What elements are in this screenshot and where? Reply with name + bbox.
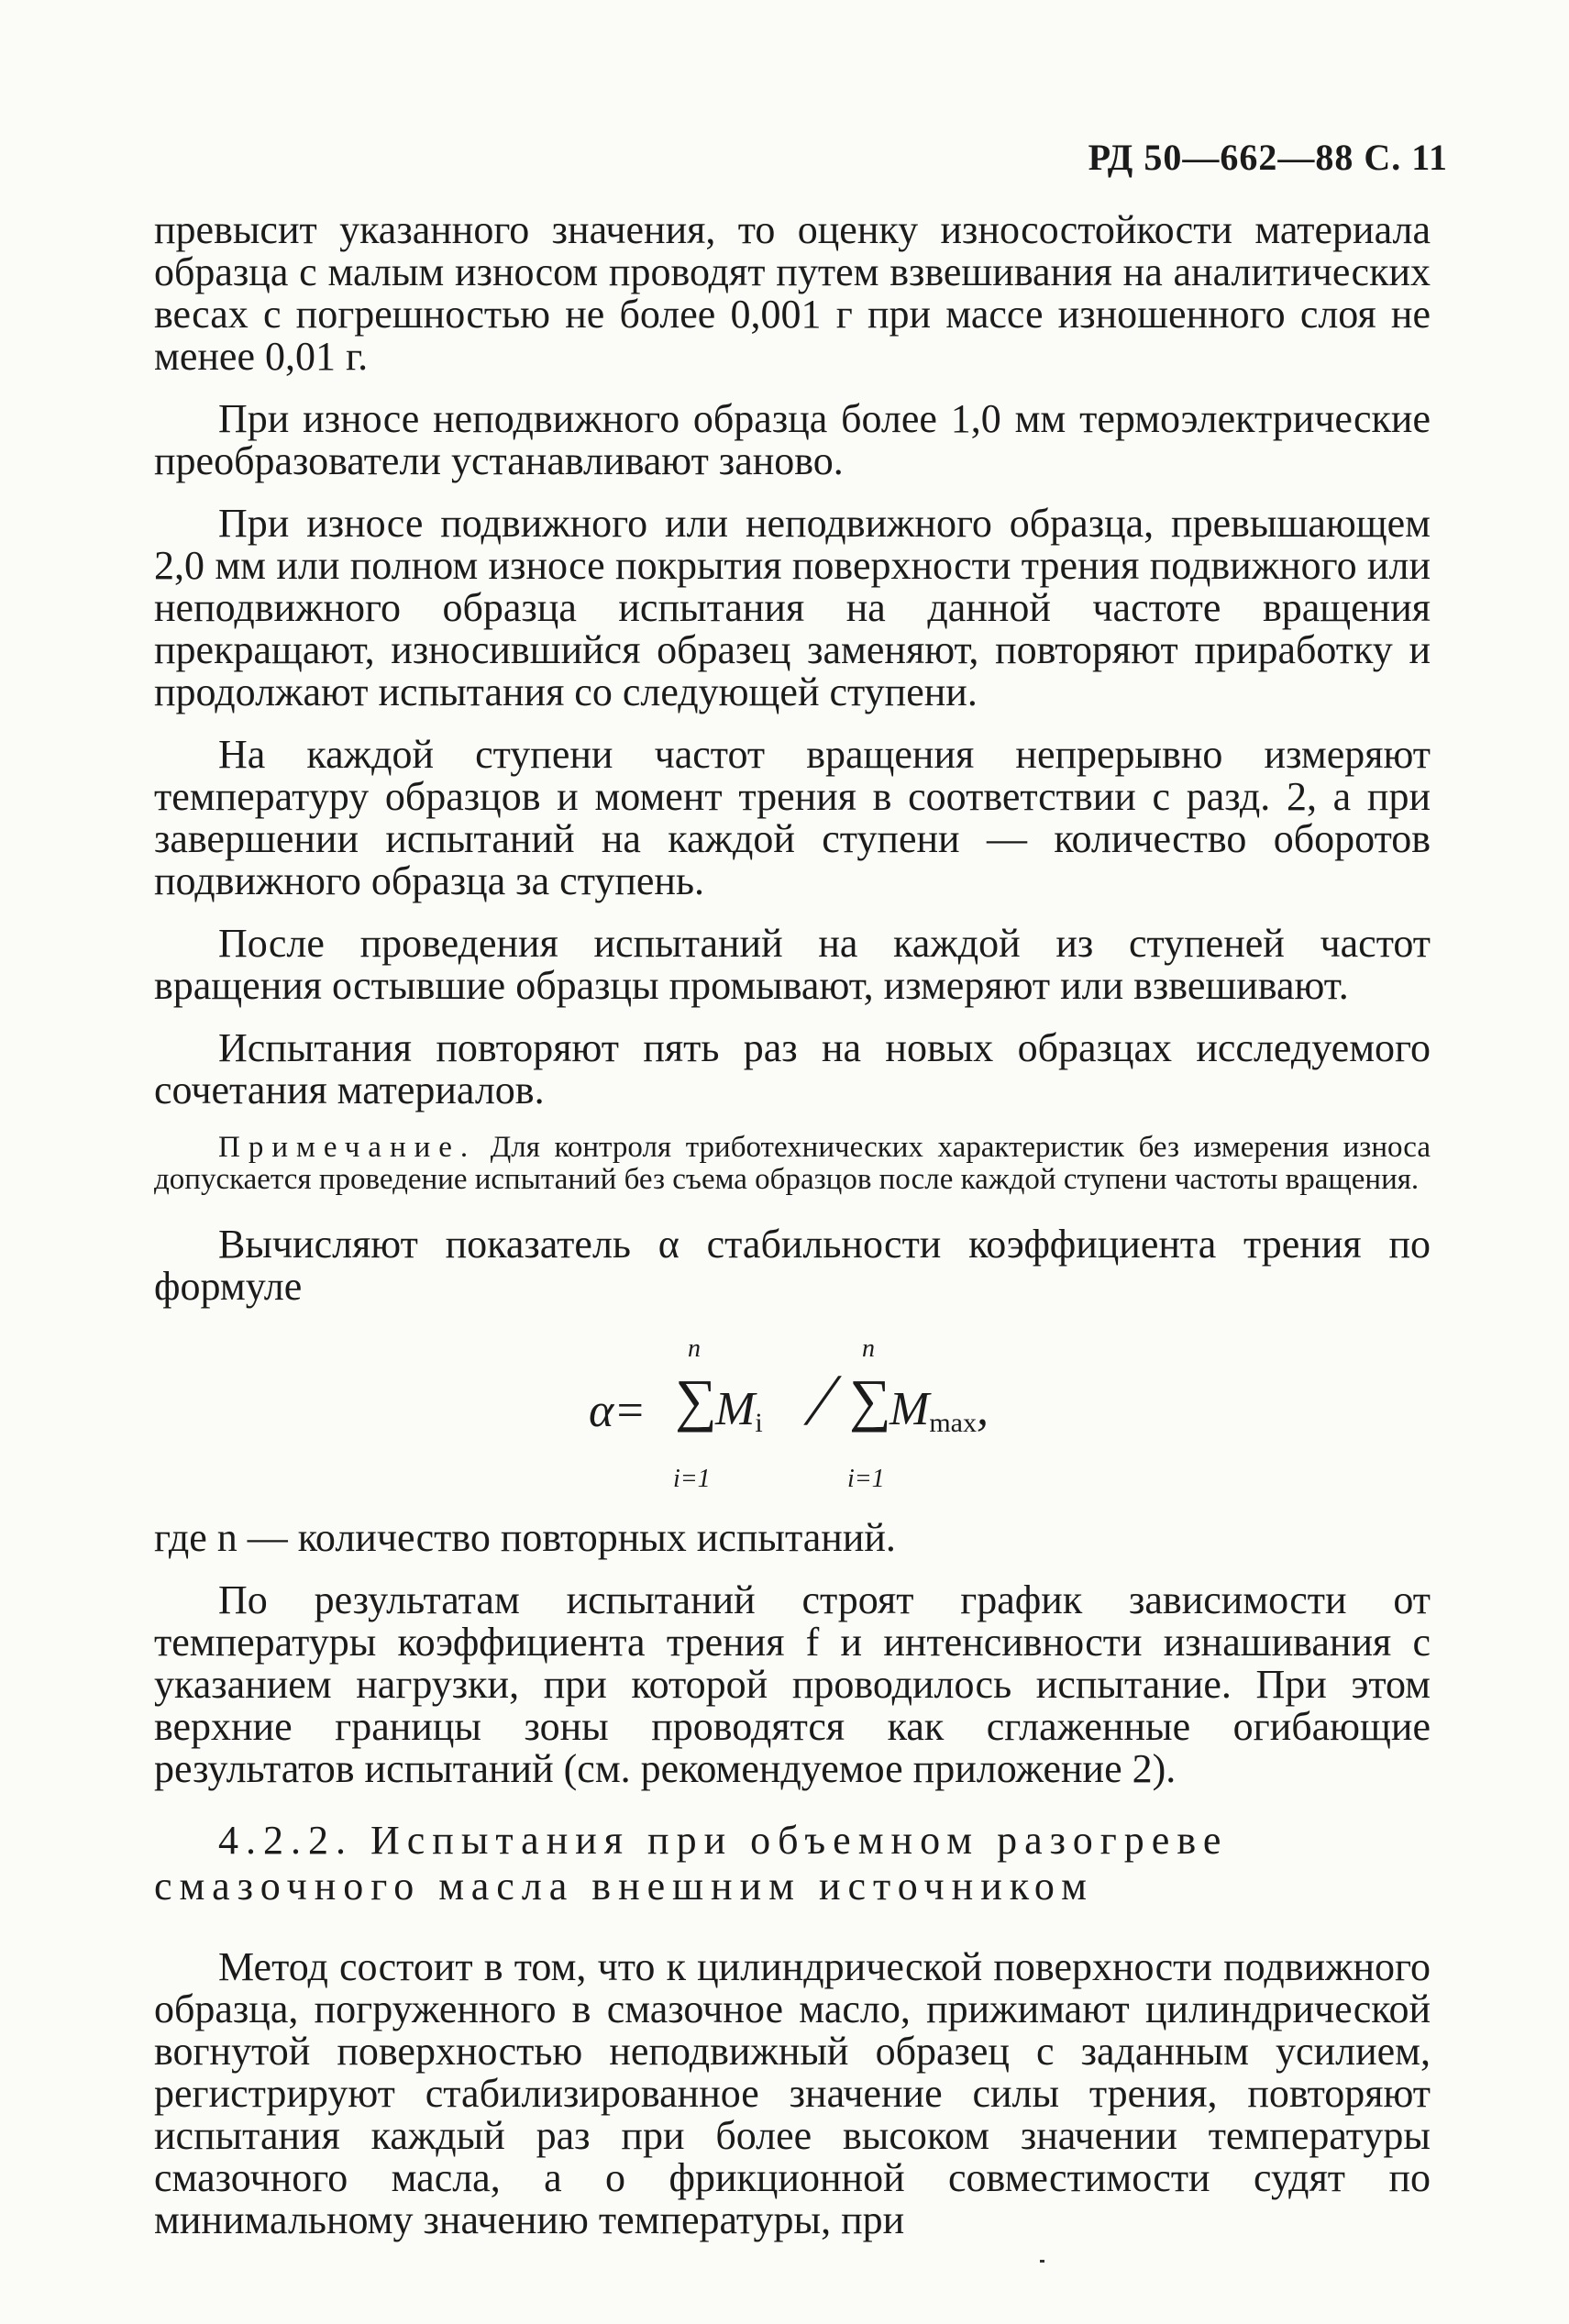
formula-term-2-sub: max: [929, 1408, 977, 1438]
formula-divider: /: [797, 1360, 848, 1441]
formula-lower-limit-2: i=1: [847, 1465, 885, 1493]
formula-term-2-symbol: M: [889, 1383, 930, 1435]
formula-upper-limit-1: n: [688, 1334, 701, 1363]
formula-sum-1: ∑: [675, 1367, 717, 1433]
formula-lhs: α=: [589, 1385, 646, 1437]
formula-term-1-sub: i: [755, 1408, 763, 1438]
paragraph-4: На каждой ступени частот вращения непрерывно измеряют температуру образцов и момент трения в соответствии с разд. 2, а при завершении испытаний на каждой ступени — количество оборотов подвижного образца за ступень.: [154, 732, 1431, 903]
formula-sum-2: ∑: [849, 1367, 891, 1433]
paragraph-10: Метод состоит в том, что к цилиндрической поверхности подвижного образца, погруженного в смазочное масло, прижимают цилиндрической вогнутой поверхностью неподвижный образец с заданным усилием, регистрируют стабилизированное значение силы трения, повторяют испытания каждый раз при более высоком значении температуры смазочного масла, а о фрикционной совместимости судят по минимальному значению температуры, при: [154, 1944, 1431, 2242]
paragraph-2: При износе неподвижного образца более 1,0 мм термоэлектрические преобразователи устанавливают заново.: [154, 396, 1431, 483]
formula-term-1: [715, 1383, 763, 1444]
formula-trailing-comma: ,: [976, 1383, 989, 1435]
note-block: [154, 1132, 1431, 1196]
running-head: РД 50—662—88 С. 11: [1088, 137, 1448, 178]
page-body: [154, 209, 1431, 2262]
section-heading: [154, 1818, 1431, 1909]
paragraph-8: где n — количество повторных испытаний.: [154, 1515, 896, 1560]
paragraph-7: Вычисляют показатель α стабильности коэффициента трения по формуле: [154, 1222, 1431, 1309]
section-number: 4.2.2.: [218, 1818, 353, 1863]
print-speck: [1040, 2260, 1044, 2263]
alpha-formula: [154, 1328, 1431, 1502]
paragraph-1: превысит указанного значения, то оценку износостойкости материала образца с малым износом проводят путем взвешивания на аналитических весах с погрешностью не более 0,001 г при массе изношенного слоя не менее 0,01 г.: [154, 207, 1431, 379]
formula-term-2: [889, 1383, 989, 1444]
formula-lower-limit-1: i=1: [673, 1465, 711, 1493]
formula-term-1-symbol: M: [715, 1383, 756, 1435]
paragraph-9: По результатам испытаний строят график зависимости от температуры коэффициента трения f и интенсивности изнашивания с указанием нагрузки, при которой проводилось испытание. При этом верхние границы зоны проводятся как сглаженные огибающие результатов испытаний (см. рекомендуемое приложение 2).: [154, 1577, 1431, 1791]
paragraph-6: Испытания повторяют пять раз на новых образцах исследуемого сочетания материалов.: [154, 1025, 1431, 1112]
paragraph-5: После проведения испытаний на каждой из ступеней частот вращения остывшие образцы промывают, измеряют или взвешивают.: [154, 921, 1431, 1008]
section-title: Испытания при объемном разогреве смазочного масла внешним источником: [154, 1818, 1229, 1909]
paragraph-3: При износе подвижного или неподвижного образца, превышающем 2,0 мм или полном износе покрытия поверхности трения подвижного или неподвижного образца испытания на данной частоте вращения прекращают, износившийся образец заменяют, повторяют приработку и продолжают испытания со следующей ступени.: [154, 501, 1431, 714]
note-text: Для контроля триботехнических характеристик без измерения износа допускается проведение испытаний без съема образцов после каждой ступени частоты вращения.: [154, 1131, 1431, 1196]
formula-upper-limit-2: n: [862, 1334, 875, 1363]
note-label: Примечание.: [218, 1131, 477, 1164]
